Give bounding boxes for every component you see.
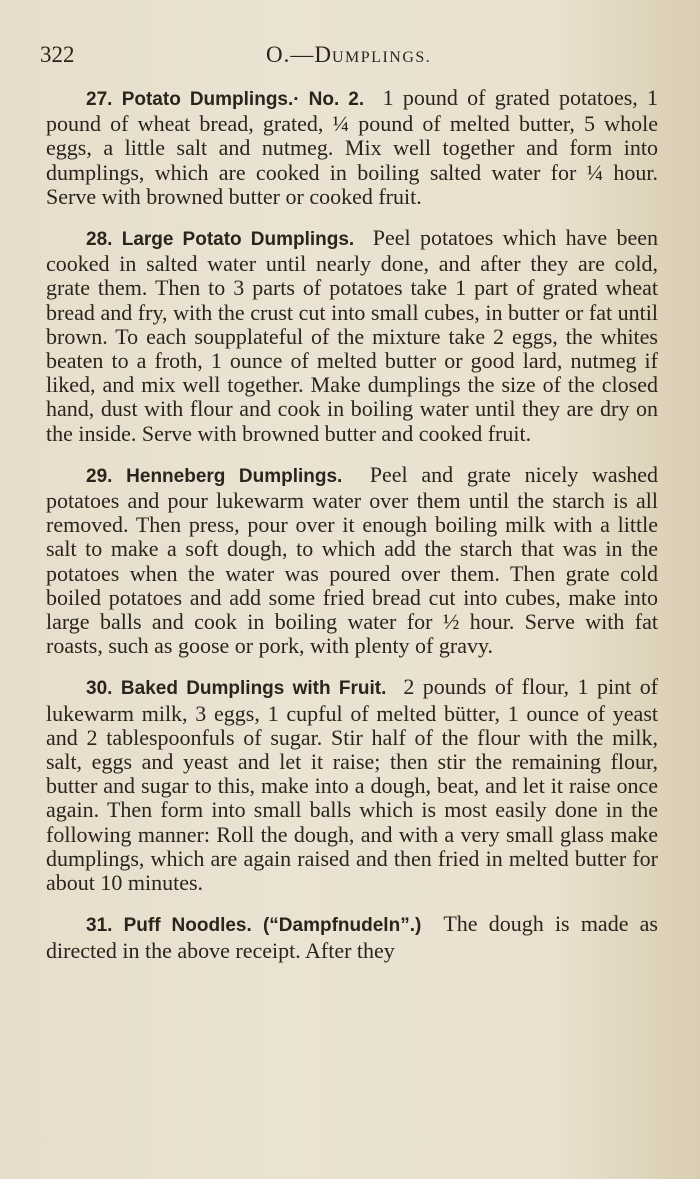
recipe-number: 27. <box>86 89 113 110</box>
recipe-title: Large Potato Dumplings. <box>121 229 355 251</box>
recipe-27 <box>46 86 658 209</box>
page-content <box>46 86 658 980</box>
recipe-28 <box>46 226 658 446</box>
running-head-rest: UMPLINGS. <box>331 49 432 66</box>
recipe-number: 30. <box>86 678 113 700</box>
recipe-text: The dough is made as directed in the above receipt. After they <box>46 911 658 963</box>
recipe-title: Henneberg Dumplings. <box>126 465 343 487</box>
page-header <box>40 42 660 74</box>
recipe-31 <box>46 912 658 962</box>
running-head-prefix: O.—D <box>266 42 332 67</box>
running-head <box>266 42 431 68</box>
recipe-title: Potato Dumplings.· No. 2. <box>121 89 365 110</box>
page-number: 322 <box>40 42 75 67</box>
recipe-number: 28. <box>86 229 113 251</box>
recipe-text: 1 pound of grated potatoes, 1 pound of wheat bread, grated, ¼ pound of melted butter, 5 whole eggs, a little salt and nutmeg. Mix well together and form into dumplings, which are cooked in boiling salted water for ¼ hour. Serve with browned butter or cooked fruit. <box>46 85 659 209</box>
recipe-29 <box>46 463 658 659</box>
recipe-subtitle: (“Dampfnudeln”.) <box>262 915 422 937</box>
recipe-number: 31. <box>86 915 113 937</box>
recipe-text: 2 pounds of flour, 1 pint of lukewarm milk, 3 eggs, 1 cupful of melted bütter, 1 ounce of yeast and 2 tablespoonfuls of sugar. Stir half of the flour with the milk, salt, eggs and yeast and let it raise; then stir the remaining flour, butter and sugar to this, make into a dough, beat, and let it raise once again. Then form into small balls which is most easily done in the following manner: Roll the dough, and with a very small glass make dumplings, which are again raised and then fried in melted butter for about 10 minutes. <box>46 674 659 896</box>
recipe-text: Peel potatoes which have been cooked in salted water until nearly done, and after they are cold, grate them. Then to 3 parts of potatoes take 1 part of grated wheat bread and fry, with the crust cut into small cubes, in butter or fat until brown. To each soupplateful of the mixture take 2 eggs, the whites beaten to a froth, 1 ounce of melted butter or good lard, nutmeg if liked, and mix well together. Make dumplings the size of the closed hand, dust with flour and cook in boiling water until they are dry on the inside. Serve with browned butter and cooked fruit. <box>46 225 659 446</box>
recipe-text: Peel and grate nicely washed potatoes and pour lukewarm water over them until the starch is all removed. Then press, pour over it enough boiling milk with a little salt to make a soft dough, to which add the starch that was in the potatoes when the water was poured over them. Then grate cold boiled potatoes and add some fried bread cut into cubes, make into large balls and cook in boiling water for ½ hour. Serve with fat roasts, such as goose or pork, with plenty of gravy. <box>46 461 659 659</box>
recipe-title: Puff Noodles. <box>123 915 252 937</box>
recipe-number: 29. <box>86 465 113 487</box>
recipe-title: Baked Dumplings with Fruit. <box>120 678 387 700</box>
recipe-30 <box>46 675 658 895</box>
